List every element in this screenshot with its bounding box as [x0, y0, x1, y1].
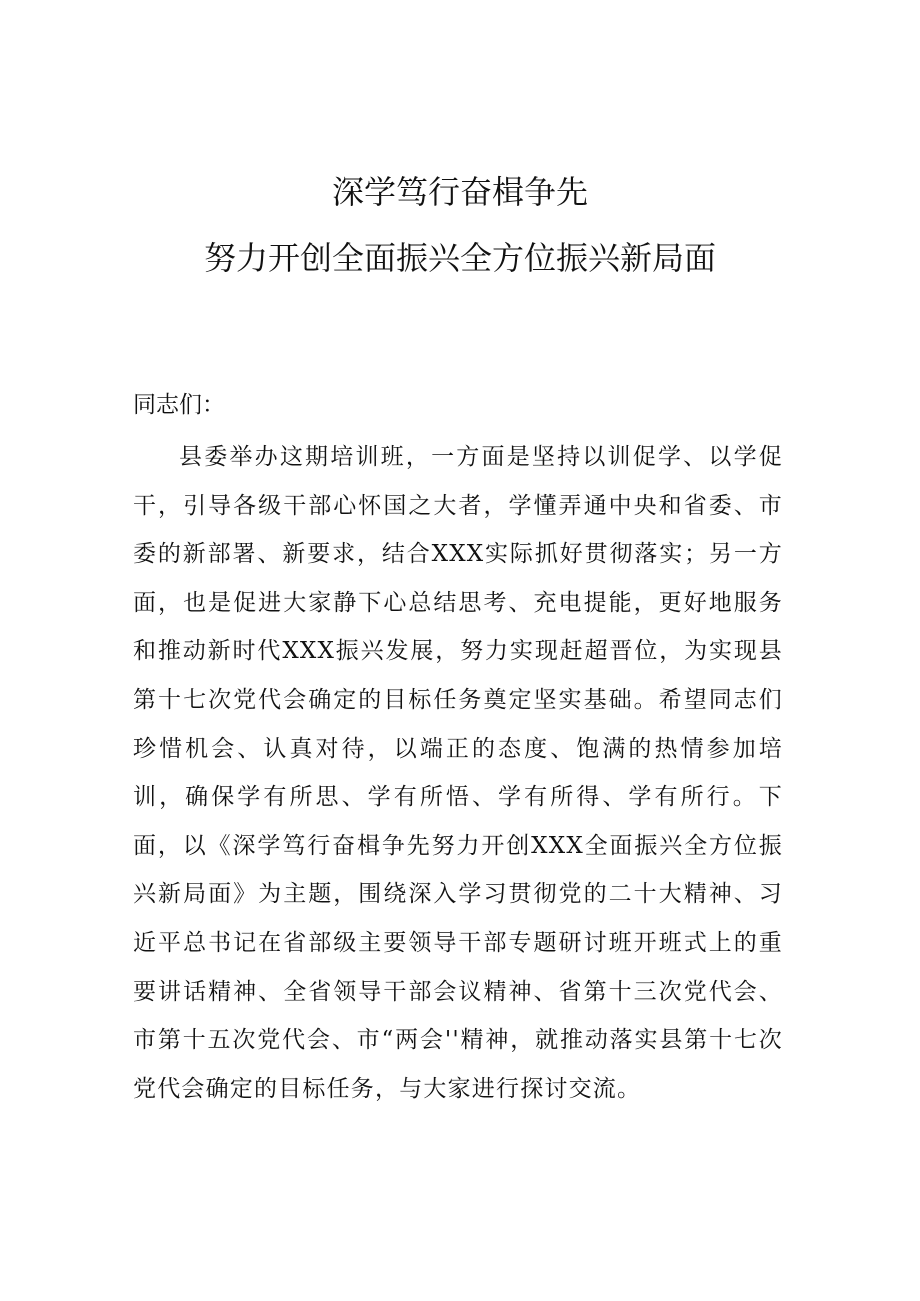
- document-title-line-2: 努力开创全面振兴全方位振兴新局面: [203, 239, 716, 277]
- salutation: 同志们：: [133, 392, 225, 418]
- body-paragraph: 县委举办这期培训班，一方面是坚持以训促学、以学促干，引导各级干部心怀国之大者，学懂弄通中央和省委、市委的新部署、新要求，结合XXX实际抓好贯彻落实；另一方面，也是促进大家静下心总结思考、充电提能，更好地服务和推动新时代XXX振兴发展，努力实现赶超晋位，为实现县第十七次党代会确定的目标任务奠定坚实基础。希望同志们珍惜机会、认真对待，以端正的态度、饱满的热情参加培训，确保学有所思、学有所悟、学有所得、学有所行。下面，以《深学笃行奋楫争先努力开创XXX全面振兴全方位振兴新局面》为主题，围绕深入学习贯彻党的二十大精神、习近平总书记在省部级主要领导干部专题研讨班开班式上的重要讲话精神、全省领导干部会议精神、省第十三次党代会、市第十五次党代会、市“两会''精神，就推动落实县第十七次党代会确定的目标任务，与大家进行探讨交流。: [133, 444, 783, 1102]
- document-title-line-1: 深学笃行奋楫争先: [331, 173, 588, 211]
